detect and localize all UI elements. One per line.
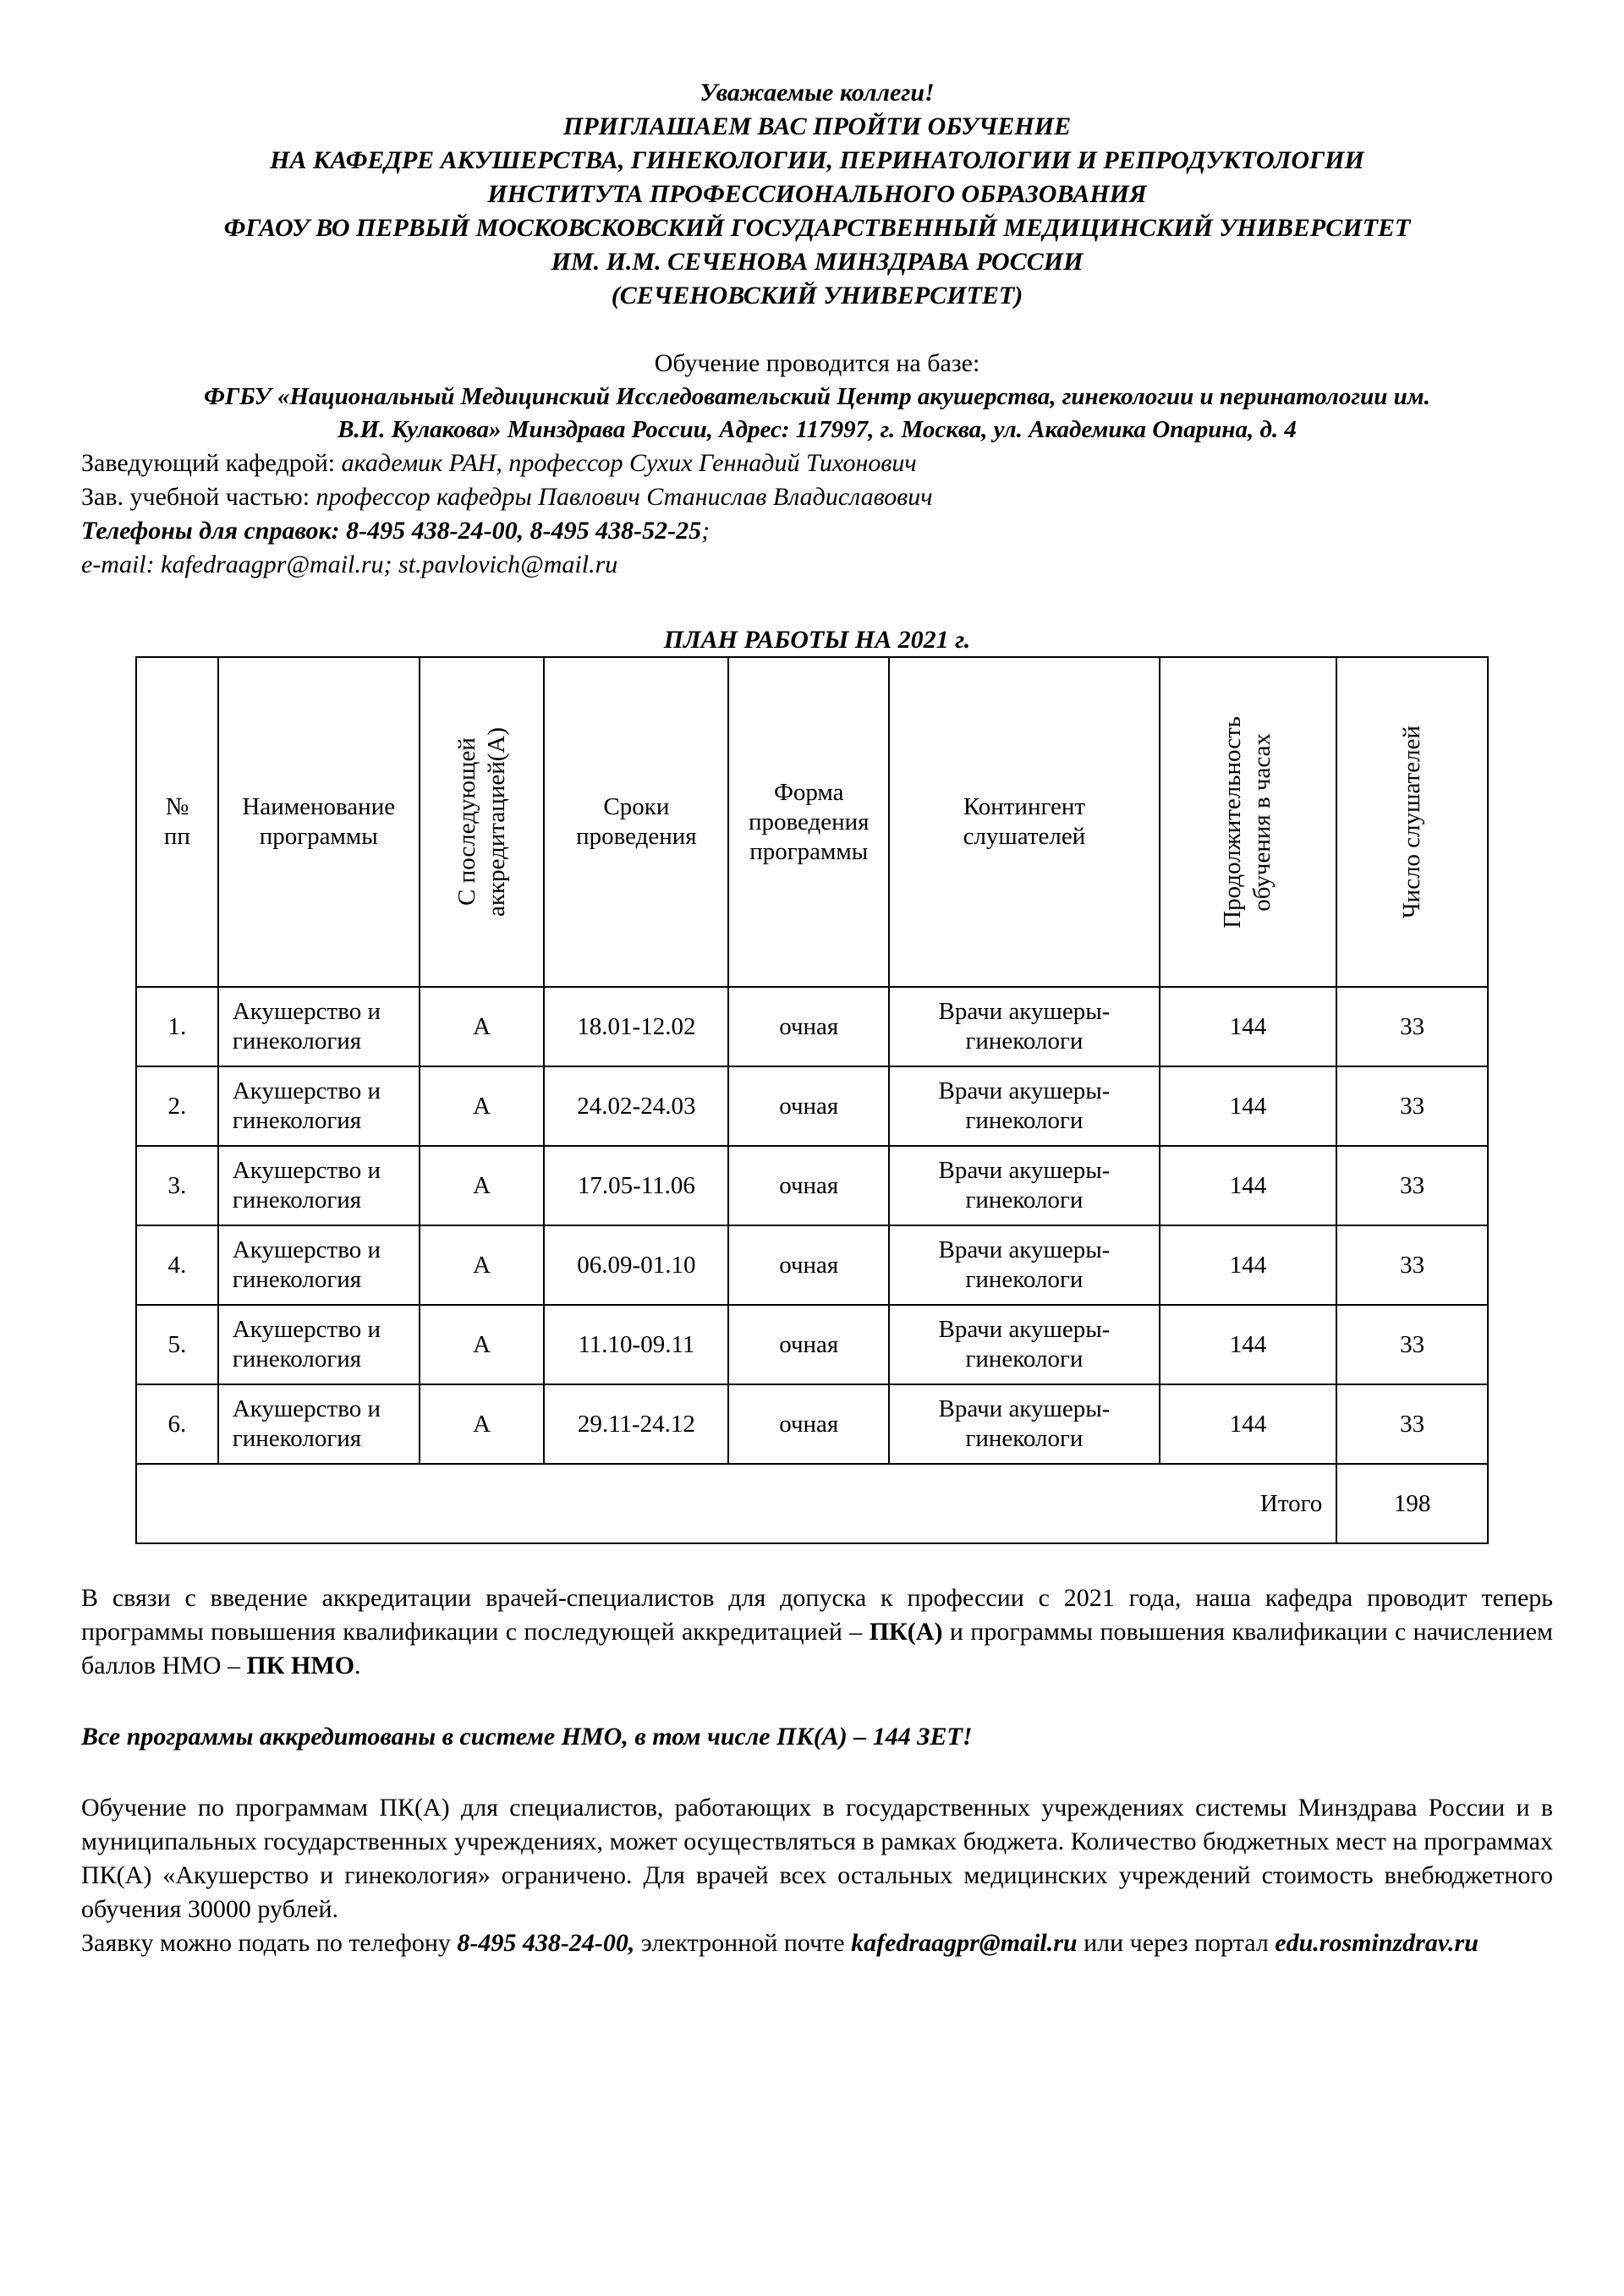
cell-num: 5. [136, 1305, 218, 1384]
header-contingent: Контингент слушателей [889, 657, 1160, 987]
application-phone: 8-495 438-24-00, [457, 1929, 635, 1957]
budget-paragraph: Обучение по программам ПК(А) для специалистов, работающих в государственных учреждениях системы Минздрава России и в муниципальных государственных учреждениях, может осуществляться в рамках бюджета. Количество бюджетных мест на программах ПК(А) «Акушерство и гинекология» ограничено. Для врачей всех остальных медицинских учреждений стоимость внебюджетного обучения 30000 рублей. [81, 1794, 1553, 1923]
cell-count: 33 [1336, 987, 1488, 1066]
cell-num: 6. [136, 1384, 218, 1464]
cell-program-name: Акушерство и гинекология [218, 1384, 420, 1464]
cell-hours: 144 [1160, 987, 1337, 1066]
email-line: e-mail: kafedraagpr@mail.ru; st.pavlovich@mail.ru [81, 551, 618, 578]
head-of-department [81, 447, 1553, 480]
phones-tail: ; [701, 517, 710, 545]
head-label: Заведующий кафедрой: [81, 449, 342, 477]
cell-form: очная [728, 1146, 889, 1225]
table-row [136, 1066, 1488, 1146]
header-num: № пп [136, 657, 218, 987]
deputy-label: Зав. учебной частью: [81, 483, 316, 511]
header-form: Форма проведения программы [728, 657, 889, 987]
greeting: Уважаемые коллеги! [700, 79, 935, 107]
cell-contingent: Врачи акушеры- гинекологи [889, 1305, 1160, 1384]
deputy-value: профессор кафедры Павлович Станислав Владиславович [315, 483, 933, 511]
cell-dates: 06.09-01.10 [544, 1225, 728, 1305]
cell-hours: 144 [1160, 1225, 1337, 1305]
table-row [136, 987, 1488, 1066]
header-program-name: Наименование программы [218, 657, 420, 987]
cell-contingent: Врачи акушеры- гинекологи [889, 1225, 1160, 1305]
cell-accreditation: А [420, 1225, 545, 1305]
cell-program-name: Акушерство и гинекология [218, 1305, 420, 1384]
cell-form: очная [728, 1225, 889, 1305]
cell-program-name: Акушерство и гинекология [218, 1066, 420, 1146]
cell-num: 3. [136, 1146, 218, 1225]
header-duration: Продолжительность обучения в часах [1160, 657, 1337, 987]
header-block [81, 76, 1553, 313]
cell-hours: 144 [1160, 1305, 1337, 1384]
cell-program-name: Акушерство и гинекология [218, 987, 420, 1066]
head-value: академик РАН, профессор Сухих Геннадий Тихонович [341, 449, 917, 477]
base-org-line2: В.И. Кулакова» Минздрава России, Адрес: 117997, г. Москва, ул. Академика Опарина, д. 4 [337, 416, 1297, 443]
university-short: (СЕЧЕНОВСКИЙ УНИВЕРСИТЕТ) [611, 282, 1023, 310]
cell-accreditation: А [420, 1146, 545, 1225]
cell-form: очная [728, 1305, 889, 1384]
table-header-row [136, 657, 1488, 987]
cell-dates: 24.02-24.03 [544, 1066, 728, 1146]
cell-contingent: Врачи акушеры- гинекологи [889, 1146, 1160, 1225]
cell-accreditation: А [420, 1384, 545, 1464]
cell-count: 33 [1336, 1225, 1488, 1305]
application-portal: edu.rosminzdrav.ru [1275, 1929, 1479, 1957]
cell-program-name: Акушерство и гинекология [218, 1146, 420, 1225]
cell-form: очная [728, 1384, 889, 1464]
table-row [136, 1225, 1488, 1305]
institute-name: ИНСТИТУТА ПРОФЕССИОНАЛЬНОГО ОБРАЗОВАНИЯ [487, 180, 1147, 208]
cell-dates: 11.10-09.11 [544, 1305, 728, 1384]
university-name-cont: ИМ. И.М. СЕЧЕНОВА МИНЗДРАВА РОССИИ [551, 248, 1084, 276]
cell-num: 2. [136, 1066, 218, 1146]
header-listeners-count: Число слушателей [1336, 657, 1488, 987]
cell-form: очная [728, 1066, 889, 1146]
header-accreditation: С последующей аккредитацией(А) [420, 657, 545, 987]
pk-nmo-term: ПК НМО [246, 1652, 355, 1680]
cell-count: 33 [1336, 1384, 1488, 1464]
cell-count: 33 [1336, 1146, 1488, 1225]
total-value: 198 [1336, 1464, 1488, 1543]
phones-value: Телефоны для справок: 8-495 438-24-00, 8-495 438-52-25 [81, 517, 702, 545]
cell-hours: 144 [1160, 1384, 1337, 1464]
cell-contingent: Врачи акушеры- гинекологи [889, 1384, 1160, 1464]
deputy-head [81, 480, 1553, 514]
cell-count: 33 [1336, 1066, 1488, 1146]
base-intro: Обучение проводится на базе: [654, 349, 980, 377]
table-row [136, 1384, 1488, 1464]
invitation-title: ПРИГЛАШАЕМ ВАС ПРОЙТИ ОБУЧЕНИЕ [562, 112, 1072, 140]
plan-table [135, 656, 1489, 1544]
accreditation-paragraph: В связи с введение аккредитации врачей-специалистов для допуска к профессии с 2021 года, наша кафедра проводит теперь программы повышения квалификации с последующей аккредитацией – ПК(А) и программы повышения квалификации с начислением баллов НМО – ПК НМО. [81, 1584, 1553, 1680]
cell-dates: 29.11-24.12 [544, 1384, 728, 1464]
cell-accreditation: А [420, 1066, 545, 1146]
cell-accreditation: А [420, 987, 545, 1066]
cell-count: 33 [1336, 1305, 1488, 1384]
document-page [81, 76, 1553, 1960]
cell-dates: 17.05-11.06 [544, 1146, 728, 1225]
cell-hours: 144 [1160, 1066, 1337, 1146]
table-row [136, 1305, 1488, 1384]
cell-contingent: Врачи акушеры- гинекологи [889, 1066, 1160, 1146]
accredited-notice: Все программы аккредитованы в системе НМО, в том числе ПК(А) – 144 ЗЕТ! [81, 1723, 973, 1751]
cell-num: 4. [136, 1225, 218, 1305]
cell-dates: 18.01-12.02 [544, 987, 728, 1066]
university-name: ФГАОУ ВО ПЕРВЫЙ МОСКОВСКОВСКИЙ ГОСУДАРСТВЕННЫЙ МЕДИЦИНСКИЙ УНИВЕРСИТЕТ [223, 214, 1411, 242]
plan-title: ПЛАН РАБОТЫ НА 2021 г. [663, 626, 971, 654]
table-row [136, 1146, 1488, 1225]
cell-accreditation: А [420, 1305, 545, 1384]
pk-a-term: ПК(А) [869, 1618, 943, 1646]
cell-form: очная [728, 987, 889, 1066]
header-dates: Сроки проведения [544, 657, 728, 987]
cell-contingent: Врачи акушеры- гинекологи [889, 987, 1160, 1066]
application-paragraph: Заявку можно подать по телефону 8-495 438-24-00, электронной почте kafedraagpr@mail.ru или через портал edu.rosminzdrav.ru [81, 1929, 1479, 1957]
cell-program-name: Акушерство и гинекология [218, 1225, 420, 1305]
application-email: kafedraagpr@mail.ru [851, 1929, 1078, 1957]
total-label: Итого [136, 1464, 1336, 1543]
department-name: НА КАФЕДРЕ АКУШЕРСТВА, ГИНЕКОЛОГИИ, ПЕРИНАТОЛОГИИ И РЕПРОДУКТОЛОГИИ [270, 146, 1364, 174]
phones [81, 514, 1553, 548]
table-total-row [136, 1464, 1488, 1543]
cell-num: 1. [136, 987, 218, 1066]
base-org-line1: ФГБУ «Национальный Медицинский Исследовательский Центр акушерства, гинекологии и перинатологии им. [204, 383, 1430, 410]
cell-hours: 144 [1160, 1146, 1337, 1225]
